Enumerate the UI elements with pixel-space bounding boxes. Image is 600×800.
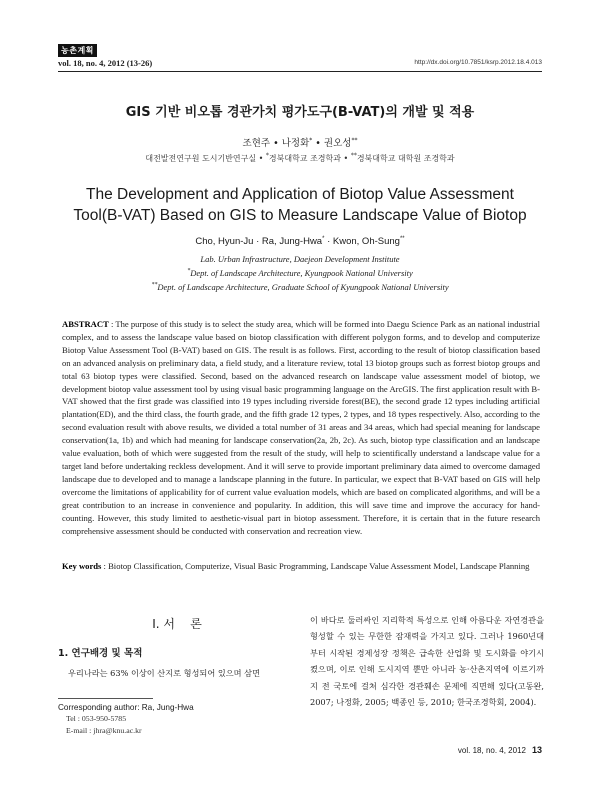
affiliation-mark: * [309, 136, 313, 144]
keywords-colon: : [101, 561, 109, 571]
section-heading: I. 서 론 [152, 617, 202, 631]
keywords-label: Key words [62, 561, 102, 571]
header-rule [58, 71, 542, 72]
body-text-left: 우리나라는 63% 이상이 산지로 형성되어 있으며 삼면 [68, 668, 260, 678]
keywords [62, 560, 540, 573]
authors-korean [0, 135, 600, 149]
page-number: 13 [531, 745, 542, 755]
affiliation-mark: ** [399, 235, 405, 242]
affil-ko-3: 경북대학교 대학원 조경학과 [356, 154, 455, 163]
authors-english [0, 236, 600, 247]
title-english-line-2: Tool(B-VAT) Based on GIS to Measure Landscape Value of Biotop [73, 207, 527, 224]
affiliation-english-3-text: Dept. of Landscape Architecture, Graduate School of Kyungpook National University [157, 282, 449, 292]
author-ko-1: 조현주 [242, 138, 271, 149]
affil-separator: • [256, 154, 266, 163]
affiliation-english-2 [0, 268, 600, 278]
keywords-text: Biotop Classification, Computerize, Visual Basic Programming, Landscape Value Assessment Model, Landscape Planning [108, 561, 530, 571]
page-footer [458, 745, 542, 755]
author-ko-2: 나정화 [281, 138, 310, 149]
author-en-2: Ra, Jung-Hwa [261, 236, 323, 247]
author-en-3: Kwon, Oh-Sung [332, 236, 400, 247]
abstract-label: ABSTRACT [62, 319, 109, 329]
affiliation-mark: ** [351, 136, 358, 144]
corresponding-author: Corresponding author: Ra, Jung-Hwa [58, 703, 194, 712]
affiliation-english-1: Lab. Urban Infrastructure, Daejeon Development Institute [200, 254, 400, 264]
affiliation-english-2-text: Dept. of Landscape Architecture, Kyungpook National University [190, 268, 413, 278]
affil-separator: • [341, 154, 351, 163]
affiliation-english-3 [0, 282, 600, 292]
abstract-text: The purpose of this study is to select the study area, which will be formed into Daegu Science Park as an national industrial complex, and to assess the landscape value based on biotop classification with different polygon forms, and to develop and computerize Biotop Value Assessment Tool (B-VAT) based on GIS. The result is as follows. First, according to the result of biotop classification based on an advanced analysis on preliminary data, a field study, and a literature review, total 13 biotop groups such as forrest biotop groups and total 63 biotop types were classified. Second, based on the advanced research on landscape value assessment model of biotop, we development biotop value assessment tool by using visual basic programming language on the ArcGIS. The first application result with B-VAT showed that the first grade was classified into 19 types including riverside forest(BE), the second grade 12 types including artificial plantation(ED), and the third class, the fourth grade, and the fifth grade 12 types, 2 types, and 18 types respectively. Also, according to the second evaluation result with above results, we divided a total number of 31 areas and 34 areas, which had special meaning for landscape conservation(1a, 1b) and which had meaning for landscape conservation(2a, 2b, 2c). As such, biotop type classification and an landscape value evaluation, both of which were suggested from the result of the study, will help to scientifically understand a landscape value for a target land before undertaking reckless development. And it will serve to provide important preliminary data aimed to overcome damaged landscape due to developed and to manage a landscape planning in the future. In particular, we expect that B-VAT based on GIS will help overcome the limitations of applicability for of current value evaluation models, which are based on complicated algorithms, and will be a great contribution to an increase in convenience and popularity. In addition, this will save time and improve the accuracy for hand-counting. However, this study limited to aesthetic-visual part in biotop assessment. Therefore, it is certain that in the future research comprehensive assessment should be conducted with conservation and recreation view. [62, 319, 540, 536]
abstract [62, 318, 540, 537]
corresponding-email[interactable]: E-mail : jhra@knu.ac.kr [66, 726, 142, 735]
affil-ko-2: 경북대학교 조경학과 [268, 154, 341, 163]
subsection-heading: 1. 연구배경 및 목적 [58, 648, 143, 659]
affil-ko-1: 대전발전연구원 도시기반연구실 [145, 154, 257, 163]
title-korean: GIS 기반 비오톱 경관가치 평가도구(B-VAT)의 개발 및 적용 [125, 105, 475, 120]
journal-logo: 농촌계획 [58, 44, 97, 57]
abstract-colon: : [108, 319, 116, 329]
affiliation-mark: ** [350, 152, 357, 160]
title-english [60, 184, 540, 226]
author-separator: · [324, 236, 333, 247]
volume-info: vol. 18, no. 4, 2012 (13-26) [58, 58, 153, 68]
footer-volume: vol. 18, no. 4, 2012 [457, 746, 526, 755]
author-en-1: Cho, Hyun-Ju [195, 236, 254, 247]
doi-link[interactable]: http://dx.doi.org/10.7851/ksrp.2012.18.4.013 [414, 59, 542, 66]
author-separator: • [270, 138, 282, 149]
corresponding-tel: Tel : 053-950-5785 [66, 714, 127, 723]
affiliation-mark: * [322, 235, 325, 242]
affiliation-mark: ** [151, 282, 158, 289]
author-separator: · [253, 236, 262, 247]
affiliation-mark: * [187, 268, 191, 275]
author-separator: • [312, 138, 324, 149]
footnote-rule [58, 698, 153, 699]
author-ko-3: 권오성 [323, 138, 352, 149]
affiliation-mark: * [265, 152, 269, 160]
body-text-right: 이 바다로 둘러싸인 지리학적 특성으로 인해 아름다운 자연경관을 형성할 수 있는 무한한 잠재력을 가지고 있다. 그러나 1960년대부터 시작된 경제성장 정책은 급속한 산업화 및 도시화를 야기시켰으며, 이로 인해 도시지역 뿐만 아니라 농·산촌지역에 이르기까지 전 국토에 걸쳐 심각한 경관훼손 문제에 직면해 있다(고동완, 2007; 나정화, 2005; 백종인 등, 2010; 한국조경학회, 2004). [310, 615, 544, 708]
affiliation-korean [0, 153, 600, 164]
title-english-line-1: The Development and Application of Biotop Value Assessment [86, 186, 514, 203]
